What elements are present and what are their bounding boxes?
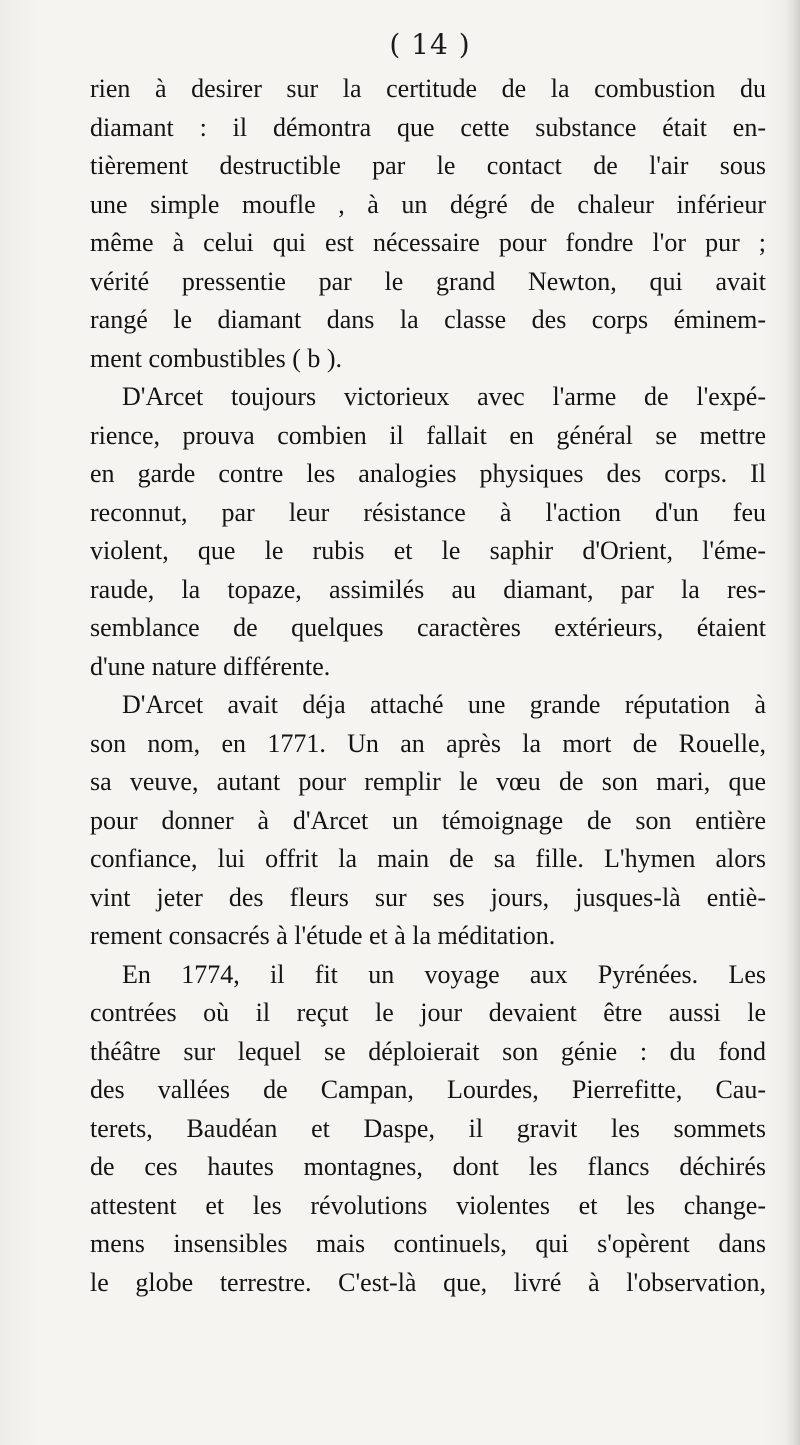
text-line: D'Arcet toujours victorieux avec l'arme de l'expé-	[122, 382, 766, 411]
page-number: ( 14 )	[389, 28, 471, 61]
text-line: son nom, en 1771. Un an après la mort de Rouelle,	[90, 728, 766, 758]
text-line: sa veuve, autant pour remplir le vœu de son mari, que	[90, 767, 766, 796]
text-line: contrées où il reçut le jour devaient être aussi le	[90, 998, 766, 1027]
text-line: vint jeter des fleurs sur ses jours, jusques-là entiè-	[90, 882, 766, 912]
text-line: le globe terrestre. C'est-là que, livré à l'observation,	[90, 1267, 766, 1297]
text-line: attestent et les révolutions violentes et les change-	[90, 1190, 766, 1220]
text-line: théâtre sur lequel se déploierait son génie : du fond	[90, 1036, 766, 1066]
text-line: rement consacrés à l'étude et à la méditation.	[90, 921, 556, 950]
text-line: même à celui qui est nécessaire pour fondre l'or pur ;	[90, 228, 766, 257]
text-line: rience, prouva combien il fallait en général se mettre	[90, 420, 766, 450]
text-line: terets, Baudéan et Daspe, il gravit les sommets	[90, 1113, 766, 1143]
text-line: de ces hautes montagnes, dont les flancs déchirés	[90, 1152, 766, 1181]
text-line: ment combustibles ( b ).	[90, 343, 343, 373]
text-line: en garde contre les analogies physiques des corps. Il	[90, 459, 766, 488]
text-line: pour donner à d'Arcet un témoignage de son entière	[90, 805, 766, 835]
text-line: diamant : il démontra que cette substance était en-	[90, 112, 766, 142]
text-line: des vallées de Campan, Lourdes, Pierrefitte, Cau-	[90, 1075, 766, 1104]
text-line: rien à desirer sur la certitude de la combustion du	[90, 74, 766, 103]
text-line: d'une nature différente.	[90, 651, 331, 681]
text-line: rangé le diamant dans la classe des corps éminem-	[90, 305, 766, 334]
text-line: une simple moufle , à un dégré de chaleur inférieur	[90, 189, 766, 219]
text-line: violent, que le rubis et le saphir d'Orient, l'éme-	[90, 536, 766, 565]
text-line: En 1774, il fit un voyage aux Pyrénées. Les	[122, 959, 766, 989]
body-text	[90, 70, 766, 1302]
text-line: semblance de quelques caractères extérieurs, étaient	[90, 613, 766, 642]
text-line: D'Arcet avait déja attaché une grande réputation à	[122, 690, 766, 719]
text-line: vérité pressentie par le grand Newton, qui avait	[90, 266, 766, 296]
text-line: confiance, lui offrit la main de sa fille. L'hymen alors	[90, 844, 766, 873]
text-line: tièrement destructible par le contact de l'air sous	[90, 151, 766, 180]
text-line: raude, la topaze, assimilés au diamant, par la res-	[90, 574, 766, 604]
page-edge-shadow	[784, 0, 800, 1445]
text-line: mens insensibles mais continuels, qui s'opèrent dans	[90, 1229, 766, 1258]
text-line: reconnut, par leur résistance à l'action d'un feu	[90, 497, 766, 527]
